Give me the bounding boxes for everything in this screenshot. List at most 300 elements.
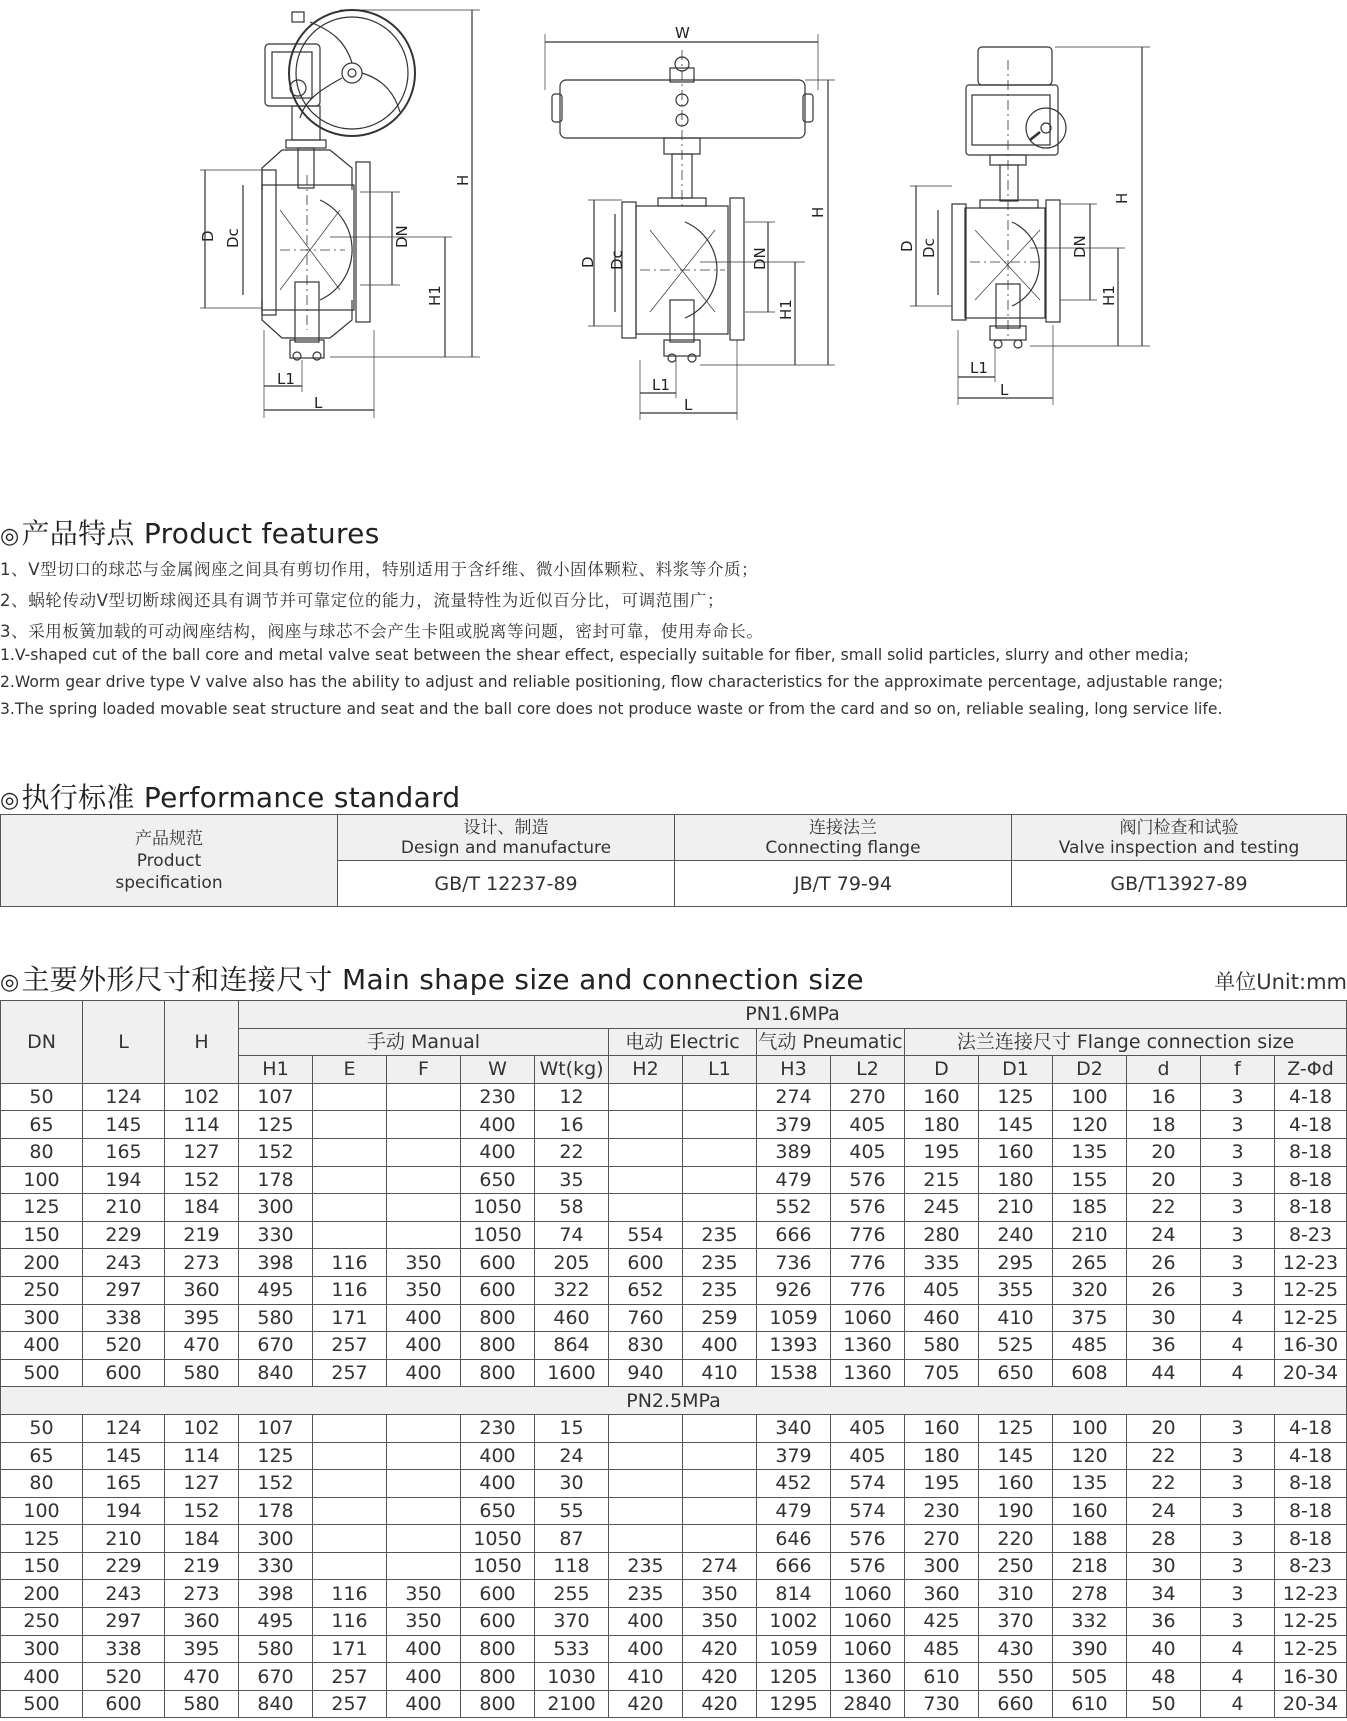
table-cell: 864 — [535, 1332, 609, 1360]
subheader-cell: L1 — [683, 1056, 757, 1084]
table-cell: 3 — [1201, 1083, 1275, 1111]
drawing-pneumatic-labels — [579, 24, 827, 414]
table-cell: 34 — [1127, 1580, 1201, 1608]
table-cell: 165 — [83, 1470, 165, 1498]
table-cell: 16-30 — [1275, 1332, 1347, 1360]
subheader-cell: D — [905, 1056, 979, 1084]
table-cell: 65 — [1, 1111, 83, 1139]
table-cell: 576 — [831, 1552, 905, 1580]
table-cell: 194 — [83, 1166, 165, 1194]
standard-value: JB/T 79-94 — [675, 861, 1012, 907]
table-cell: 600 — [83, 1690, 165, 1718]
table-cell: 300 — [239, 1525, 313, 1553]
table-cell: 940 — [609, 1359, 683, 1387]
table-cell: 229 — [83, 1552, 165, 1580]
table-cell: 102 — [165, 1414, 239, 1442]
table-cell: 12-25 — [1275, 1635, 1347, 1663]
table-cell: 160 — [979, 1138, 1053, 1166]
table-cell: 107 — [239, 1083, 313, 1111]
table-cell: 800 — [461, 1690, 535, 1718]
table-cell: 460 — [905, 1304, 979, 1332]
table-row — [1, 1690, 1347, 1718]
table-cell: 152 — [165, 1497, 239, 1525]
table-cell: 420 — [609, 1690, 683, 1718]
table-cell — [313, 1525, 387, 1553]
table-cell — [313, 1138, 387, 1166]
table-cell: 350 — [387, 1249, 461, 1277]
table-cell — [387, 1470, 461, 1498]
table-cell: 400 — [461, 1111, 535, 1139]
table-cell: 600 — [609, 1249, 683, 1277]
table-cell: 379 — [757, 1111, 831, 1139]
table-cell — [609, 1414, 683, 1442]
table-cell: 125 — [1, 1194, 83, 1222]
table-cell: 12-23 — [1275, 1249, 1347, 1277]
col-en: Valve inspection and testing — [1058, 837, 1300, 858]
subheader-cell: Z-Φd — [1275, 1056, 1347, 1084]
table-cell: 8-18 — [1275, 1497, 1347, 1525]
table-cell — [387, 1083, 461, 1111]
standard-table — [0, 814, 1347, 907]
table-cell: 405 — [905, 1276, 979, 1304]
table-cell: 50 — [1, 1414, 83, 1442]
table-row — [1, 1249, 1347, 1277]
table-cell: 114 — [165, 1442, 239, 1470]
table-cell — [683, 1111, 757, 1139]
subheader-cell: Wt(kg) — [535, 1056, 609, 1084]
table-cell: 135 — [1053, 1470, 1127, 1498]
table-cell: 300 — [905, 1552, 979, 1580]
table-cell: 152 — [239, 1138, 313, 1166]
table-row — [1, 1304, 1347, 1332]
table-cell — [387, 1221, 461, 1249]
table-row — [1, 1497, 1347, 1525]
table-cell: 398 — [239, 1249, 313, 1277]
table-cell: 646 — [757, 1525, 831, 1553]
table-row — [1, 1663, 1347, 1691]
table-cell: 116 — [313, 1276, 387, 1304]
table-cell: 3 — [1201, 1221, 1275, 1249]
table-cell: 295 — [979, 1249, 1053, 1277]
table-cell: 400 — [1, 1332, 83, 1360]
table-cell: 3 — [1201, 1442, 1275, 1470]
table-cell: 116 — [313, 1249, 387, 1277]
table-cell: 470 — [165, 1332, 239, 1360]
table-cell: 100 — [1053, 1414, 1127, 1442]
table-cell: 44 — [1127, 1359, 1201, 1387]
table-row — [1, 1194, 1347, 1222]
table-cell: 574 — [831, 1497, 905, 1525]
table-cell: 479 — [757, 1497, 831, 1525]
table-cell: 3 — [1201, 1470, 1275, 1498]
table-cell: 22 — [1127, 1470, 1201, 1498]
table-cell: 195 — [905, 1138, 979, 1166]
table-cell: 274 — [683, 1552, 757, 1580]
table-cell: 600 — [461, 1608, 535, 1636]
table-cell: 150 — [1, 1552, 83, 1580]
table-cell: 210 — [83, 1194, 165, 1222]
table-cell: 338 — [83, 1635, 165, 1663]
table-cell — [609, 1442, 683, 1470]
table-cell: 145 — [83, 1442, 165, 1470]
table-cell: 776 — [831, 1276, 905, 1304]
table-cell: 600 — [83, 1359, 165, 1387]
dim-label: L1 — [970, 359, 988, 377]
dimensions-heading — [0, 958, 864, 998]
table-cell: 1050 — [461, 1194, 535, 1222]
table-cell: 405 — [831, 1414, 905, 1442]
table-row — [1, 1635, 1347, 1663]
table-cell: 350 — [683, 1608, 757, 1636]
feature-cn-2: 2、蜗轮传动V型切断球阀还具有调节并可靠定位的能力，流量特性为近似百分比，可调范围广； — [0, 591, 725, 610]
table-cell: 107 — [239, 1414, 313, 1442]
table-cell: 30 — [535, 1470, 609, 1498]
table-cell: 124 — [83, 1083, 165, 1111]
table-cell: 410 — [683, 1359, 757, 1387]
table-cell: 20 — [1127, 1166, 1201, 1194]
table-cell: 124 — [83, 1414, 165, 1442]
table-cell: 16 — [535, 1111, 609, 1139]
table-cell: 80 — [1, 1470, 83, 1498]
table-cell: 610 — [905, 1663, 979, 1691]
table-cell: 125 — [979, 1083, 1053, 1111]
table-cell: 210 — [83, 1525, 165, 1553]
table-cell: 670 — [239, 1663, 313, 1691]
table-cell: 1060 — [831, 1580, 905, 1608]
spec-cell — [1, 815, 338, 907]
header-pn-group-1: PN1.6MPa — [239, 1001, 1347, 1029]
table-cell — [313, 1470, 387, 1498]
table-cell: 230 — [461, 1083, 535, 1111]
table-cell — [609, 1194, 683, 1222]
table-cell: 400 — [609, 1608, 683, 1636]
standard-col-header — [338, 815, 675, 861]
table-cell: 3 — [1201, 1194, 1275, 1222]
table-cell: 580 — [165, 1690, 239, 1718]
table-cell: 610 — [1053, 1690, 1127, 1718]
table-cell: 776 — [831, 1221, 905, 1249]
subheader-cell: d — [1127, 1056, 1201, 1084]
table-cell: 190 — [979, 1497, 1053, 1525]
table-row — [1, 1580, 1347, 1608]
table-cell: 114 — [165, 1111, 239, 1139]
table-cell: 8-18 — [1275, 1194, 1347, 1222]
pressure-group-row — [1, 1387, 1347, 1415]
table-cell: 608 — [1053, 1359, 1127, 1387]
table-cell: 600 — [461, 1249, 535, 1277]
spec-en-1: Product — [136, 850, 202, 871]
table-cell: 4 — [1201, 1635, 1275, 1663]
table-cell: 4 — [1201, 1663, 1275, 1691]
table-cell: 370 — [535, 1608, 609, 1636]
table-cell: 184 — [165, 1194, 239, 1222]
table-cell: 800 — [461, 1635, 535, 1663]
table-cell: 666 — [757, 1221, 831, 1249]
unit-label: 单位Unit:mm — [1214, 970, 1347, 994]
table-cell: 230 — [905, 1497, 979, 1525]
table-cell: 127 — [165, 1470, 239, 1498]
table-cell: 926 — [757, 1276, 831, 1304]
table-cell: 171 — [313, 1635, 387, 1663]
table-cell: 210 — [979, 1194, 1053, 1222]
table-cell: 1059 — [757, 1304, 831, 1332]
table-cell: 8-18 — [1275, 1166, 1347, 1194]
subheader-cell: D1 — [979, 1056, 1053, 1084]
table-cell: 30 — [1127, 1304, 1201, 1332]
table-cell: 574 — [831, 1470, 905, 1498]
table-cell: 3 — [1201, 1249, 1275, 1277]
table-cell: 145 — [83, 1111, 165, 1139]
table-cell: 400 — [387, 1635, 461, 1663]
dim-label: DN — [393, 225, 411, 248]
table-cell: 250 — [1, 1276, 83, 1304]
subheader-cell: L2 — [831, 1056, 905, 1084]
table-cell: 250 — [1, 1608, 83, 1636]
table-cell: 200 — [1, 1249, 83, 1277]
table-cell — [387, 1442, 461, 1470]
table-cell — [313, 1497, 387, 1525]
table-cell: 350 — [683, 1580, 757, 1608]
header-dn: DN — [1, 1001, 83, 1084]
features-heading — [0, 512, 380, 552]
table-cell — [387, 1166, 461, 1194]
table-cell: 840 — [239, 1359, 313, 1387]
table-cell: 4-18 — [1275, 1083, 1347, 1111]
table-cell: 350 — [387, 1608, 461, 1636]
table-cell — [609, 1497, 683, 1525]
table-cell: 118 — [535, 1552, 609, 1580]
dim-label: DN — [1071, 235, 1089, 258]
table-cell: 360 — [165, 1276, 239, 1304]
table-cell: 760 — [609, 1304, 683, 1332]
table-cell — [313, 1083, 387, 1111]
table-cell — [683, 1497, 757, 1525]
col-cn: 设计、制造 — [463, 817, 549, 838]
table-cell: 297 — [83, 1276, 165, 1304]
col-cn: 阀门检查和试验 — [1119, 817, 1239, 838]
table-cell: 48 — [1127, 1663, 1201, 1691]
table-row — [1, 1276, 1347, 1304]
table-cell: 22 — [1127, 1442, 1201, 1470]
table-cell: 1050 — [461, 1221, 535, 1249]
table-cell: 650 — [461, 1497, 535, 1525]
table-cell: 430 — [979, 1635, 1053, 1663]
table-cell: 100 — [1053, 1083, 1127, 1111]
table-cell: 20 — [1127, 1414, 1201, 1442]
table-cell: 576 — [831, 1525, 905, 1553]
table-cell: 3 — [1201, 1552, 1275, 1580]
table-cell: 55 — [535, 1497, 609, 1525]
table-cell: 400 — [461, 1138, 535, 1166]
table-cell: 452 — [757, 1470, 831, 1498]
table-cell: 215 — [905, 1166, 979, 1194]
table-cell: 74 — [535, 1221, 609, 1249]
table-cell: 2100 — [535, 1690, 609, 1718]
col-en: Connecting flange — [765, 837, 921, 858]
table-cell: 830 — [609, 1332, 683, 1360]
table-cell: 2840 — [831, 1690, 905, 1718]
table-cell — [609, 1083, 683, 1111]
table-cell: 1360 — [831, 1332, 905, 1360]
table-cell: 125 — [239, 1442, 313, 1470]
table-cell: 338 — [83, 1304, 165, 1332]
header-h: H — [165, 1001, 239, 1084]
table-cell: 36 — [1127, 1332, 1201, 1360]
table-cell: 600 — [461, 1580, 535, 1608]
table-cell: 235 — [609, 1580, 683, 1608]
table-cell: 257 — [313, 1332, 387, 1360]
table-cell: 220 — [979, 1525, 1053, 1553]
table-cell: 26 — [1127, 1249, 1201, 1277]
table-cell — [683, 1138, 757, 1166]
table-row — [1, 1470, 1347, 1498]
table-cell: 200 — [1, 1580, 83, 1608]
table-cell — [313, 1111, 387, 1139]
dim-label: H1 — [426, 285, 444, 306]
table-cell: 219 — [165, 1221, 239, 1249]
table-cell: 150 — [1, 1221, 83, 1249]
table-cell: 650 — [461, 1166, 535, 1194]
table-cell: 405 — [831, 1138, 905, 1166]
table-cell: 1030 — [535, 1663, 609, 1691]
table-cell: 15 — [535, 1414, 609, 1442]
table-cell: 125 — [979, 1414, 1053, 1442]
table-cell: 1360 — [831, 1359, 905, 1387]
dim-label: D — [898, 240, 916, 252]
dimensions-body — [1, 1083, 1347, 1718]
table-cell: 274 — [757, 1083, 831, 1111]
table-cell: 18 — [1127, 1111, 1201, 1139]
dimensions-table — [0, 1000, 1347, 1718]
table-cell: 670 — [239, 1332, 313, 1360]
table-cell — [313, 1194, 387, 1222]
table-cell: 20 — [1127, 1138, 1201, 1166]
table-cell: 188 — [1053, 1525, 1127, 1553]
table-cell: 12-25 — [1275, 1608, 1347, 1636]
table-cell: 259 — [683, 1304, 757, 1332]
table-cell: 180 — [979, 1166, 1053, 1194]
table-cell: 210 — [1053, 1221, 1127, 1249]
table-cell — [313, 1552, 387, 1580]
table-cell: 135 — [1053, 1138, 1127, 1166]
table-cell: 666 — [757, 1552, 831, 1580]
table-cell: 273 — [165, 1580, 239, 1608]
table-cell: 240 — [979, 1221, 1053, 1249]
subheader-cell: f — [1201, 1056, 1275, 1084]
table-cell — [683, 1083, 757, 1111]
table-cell: 520 — [83, 1663, 165, 1691]
table-cell: 340 — [757, 1414, 831, 1442]
table-cell: 360 — [905, 1580, 979, 1608]
table-cell — [683, 1525, 757, 1553]
table-cell — [683, 1194, 757, 1222]
table-cell: 552 — [757, 1194, 831, 1222]
table-cell: 332 — [1053, 1608, 1127, 1636]
table-cell: 125 — [239, 1111, 313, 1139]
table-cell: 410 — [609, 1663, 683, 1691]
table-cell: 160 — [905, 1414, 979, 1442]
table-cell: 1059 — [757, 1635, 831, 1663]
table-row — [1, 1332, 1347, 1360]
table-cell — [683, 1166, 757, 1194]
table-cell: 495 — [239, 1608, 313, 1636]
standard-value: GB/T 12237-89 — [338, 861, 675, 907]
table-cell: 400 — [387, 1690, 461, 1718]
table-cell: 180 — [905, 1111, 979, 1139]
table-cell: 184 — [165, 1525, 239, 1553]
table-cell: 24 — [1127, 1221, 1201, 1249]
table-cell: 370 — [979, 1608, 1053, 1636]
table-cell: 3 — [1201, 1111, 1275, 1139]
dim-label: L — [314, 394, 323, 412]
table-cell: 495 — [239, 1276, 313, 1304]
subheader-cell: E — [313, 1056, 387, 1084]
table-cell — [313, 1166, 387, 1194]
dim-label: H — [454, 174, 472, 186]
table-cell: 40 — [1127, 1635, 1201, 1663]
table-cell: 243 — [83, 1249, 165, 1277]
dim-label: L1 — [277, 370, 295, 388]
table-cell: 3 — [1201, 1276, 1275, 1304]
table-cell: 479 — [757, 1166, 831, 1194]
dim-label: H — [809, 206, 827, 218]
table-cell: 20-34 — [1275, 1690, 1347, 1718]
table-cell: 379 — [757, 1442, 831, 1470]
subheader-cell: H2 — [609, 1056, 683, 1084]
table-cell: 800 — [461, 1304, 535, 1332]
dim-label: Dc — [224, 228, 242, 248]
table-cell: 16 — [1127, 1083, 1201, 1111]
table-cell: 12-23 — [1275, 1580, 1347, 1608]
table-cell: 195 — [905, 1470, 979, 1498]
table-cell: 525 — [979, 1332, 1053, 1360]
table-cell: 1538 — [757, 1359, 831, 1387]
table-cell: 652 — [609, 1276, 683, 1304]
table-cell: 257 — [313, 1690, 387, 1718]
standard-heading — [0, 776, 460, 816]
table-cell: 12 — [535, 1083, 609, 1111]
feature-cn-3: 3、采用板簧加载的可动阀座结构，阀座与球芯不会产生卡阻或脱离等问题，密封可靠，使用寿命长。 — [0, 622, 764, 641]
table-cell: 705 — [905, 1359, 979, 1387]
table-cell — [387, 1414, 461, 1442]
table-cell: 330 — [239, 1221, 313, 1249]
standard-col-header — [675, 815, 1012, 861]
feature-en-2: 2.Worm gear drive type V valve also has the ability to adjust and reliable positioning, flow characteristics for the approximate percentage, adjustable range; — [0, 673, 1224, 691]
table-cell: 800 — [461, 1359, 535, 1387]
spec-en-2: specification — [115, 872, 223, 893]
table-cell: 58 — [535, 1194, 609, 1222]
table-cell — [609, 1470, 683, 1498]
table-row — [1, 1608, 1347, 1636]
col-en: Design and manufacture — [400, 837, 612, 858]
table-cell: 28 — [1127, 1525, 1201, 1553]
table-cell: 250 — [979, 1552, 1053, 1580]
table-cell: 3 — [1201, 1414, 1275, 1442]
table-cell: 145 — [979, 1442, 1053, 1470]
table-cell: 4-18 — [1275, 1414, 1347, 1442]
subheader-cell: H3 — [757, 1056, 831, 1084]
table-cell: 65 — [1, 1442, 83, 1470]
standard-title: 执行标准 Performance standard — [21, 781, 461, 814]
table-cell: 533 — [535, 1635, 609, 1663]
table-cell: 22 — [535, 1138, 609, 1166]
table-cell: 375 — [1053, 1304, 1127, 1332]
table-cell: 155 — [1053, 1166, 1127, 1194]
table-cell — [683, 1414, 757, 1442]
table-cell: 265 — [1053, 1249, 1127, 1277]
table-cell: 116 — [313, 1580, 387, 1608]
table-cell: 580 — [165, 1359, 239, 1387]
